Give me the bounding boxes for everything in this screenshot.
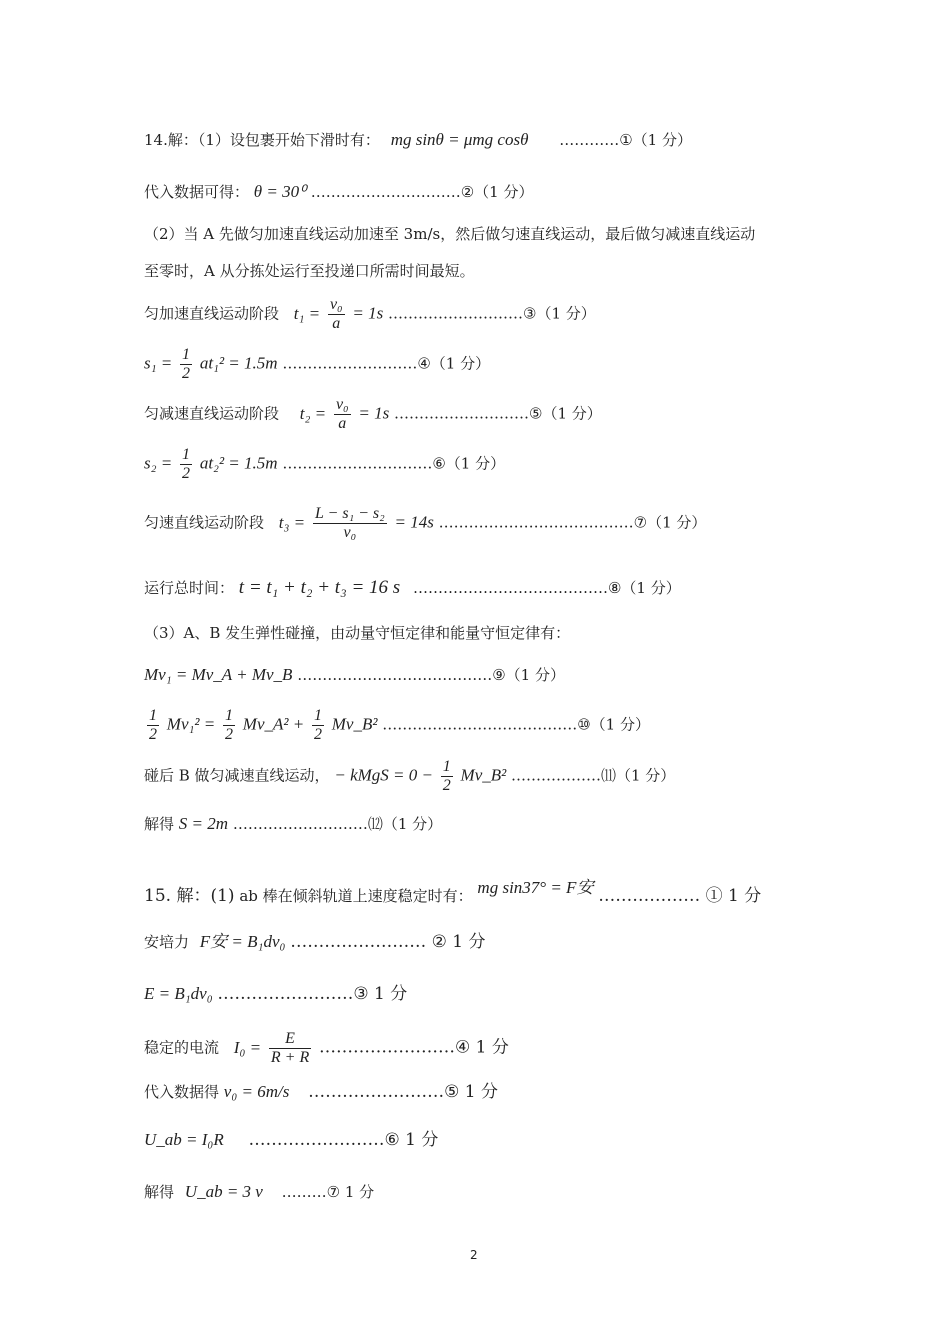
- q14-line-9: [144, 505, 706, 542]
- q14-line-15: [144, 814, 442, 834]
- text: ab 棒在倾斜轨道上速度稳定时有：: [239, 887, 473, 905]
- equation: I₀ =: [233, 1037, 262, 1057]
- equation: mg sinθ = μmg cosθ: [390, 130, 529, 149]
- q14-line-7: [144, 396, 602, 433]
- text: 匀减速直线运动阶段: [144, 404, 280, 423]
- q15-line-7: [144, 1182, 374, 1202]
- q14-line-11: （3）A、B 发生弹性碰撞，由动量守恒定律和能量守恒定律有：: [144, 624, 571, 642]
- q15-line-5: [144, 1082, 498, 1102]
- q14-line-12: [144, 665, 565, 685]
- score-mark: ………………………⑤（1 分）: [394, 404, 602, 423]
- equation: t₃ =: [278, 512, 306, 532]
- equation: Mv_A² +: [242, 714, 305, 734]
- score-mark: ……………… ① 1 分: [598, 886, 762, 906]
- score-mark: ………………………⑿（1 分）: [232, 815, 443, 833]
- text: 解得: [144, 1183, 175, 1201]
- equation: mg sin37° = F安: [477, 878, 594, 897]
- score-mark: …………………………②（1 分）: [310, 183, 534, 201]
- equation: s₂ =: [144, 453, 173, 473]
- equation: S = 2m: [178, 814, 229, 833]
- text: 代入数据可得：: [144, 183, 250, 201]
- equation: U_ab = I₀R: [144, 1130, 224, 1149]
- score-mark: ……………………④ 1 分: [319, 1037, 509, 1058]
- equation: θ = 30⁰: [253, 182, 306, 201]
- q14-line-4: 至零时，A 从分拣处运行至投递口所需时间最短。: [144, 262, 475, 280]
- fraction: $\frac{1}{2}$: [149, 707, 157, 743]
- score-mark: ………………⑾（1 分）: [511, 766, 676, 785]
- equation: = 1s: [358, 403, 390, 423]
- score-mark: ………………………④（1 分）: [282, 354, 491, 373]
- score-mark: …………………… ② 1 分: [290, 932, 486, 952]
- score-mark: …………………………………⑩（1 分）: [382, 715, 650, 734]
- equation: F安 = B₁dv₀: [199, 932, 286, 951]
- equation: t₂ =: [299, 403, 327, 423]
- q14-line-13: [144, 707, 650, 744]
- page-number: 2: [470, 1248, 478, 1262]
- equation: v₀ = 6m/s: [223, 1082, 290, 1101]
- score-mark: …………①（1 分）: [559, 131, 692, 149]
- fraction: $\frac{1}{2}$: [182, 446, 191, 482]
- q15-line-2: [144, 932, 485, 952]
- q15-line-6: [144, 1130, 438, 1150]
- equation: E = B₁dv₀: [144, 984, 213, 1003]
- equation: t₁ =: [293, 303, 321, 323]
- text: 代入数据得: [144, 1083, 220, 1101]
- score-mark: …………………………………⑦（1 分）: [438, 513, 707, 532]
- fraction: $\frac{\text{v₀}}{a}$: [329, 296, 343, 332]
- equation: = 1s: [352, 303, 384, 323]
- score-mark: ……………………⑥ 1 分: [248, 1130, 439, 1150]
- fraction: $\frac{1}{2}$: [182, 346, 191, 382]
- text: 15. 解：(1): [144, 886, 235, 906]
- text: 14.解：（1）设包裹开始下滑时有：: [144, 131, 380, 149]
- score-mark: ………………………③（1 分）: [388, 304, 596, 323]
- text: 安培力: [144, 933, 190, 951]
- q14-line-1: [144, 130, 692, 150]
- q15-line-3: [144, 984, 407, 1004]
- equation: U_ab = 3 v: [184, 1182, 263, 1201]
- text: 匀加速直线运动阶段: [144, 304, 280, 323]
- fraction: $\frac{1}{2}$: [442, 758, 451, 794]
- q14-line-8: [144, 446, 505, 483]
- text: 解得: [144, 815, 175, 833]
- score-mark: …………………………………⑨（1 分）: [297, 666, 565, 684]
- score-mark: ………⑦ 1 分: [281, 1183, 375, 1201]
- score-mark: …………………………⑥（1 分）: [282, 454, 506, 473]
- equation: Mv₁² =: [166, 714, 216, 734]
- equation: t = t₁ + t₂ + t₃ = 16 s: [238, 577, 401, 598]
- equation: Mv₁ = Mv_A + Mv_B: [144, 665, 293, 684]
- fraction: $\frac{\text{L − s₁ − s₂}}{\text{v₀}}$: [314, 505, 385, 541]
- q14-line-14: [144, 758, 675, 795]
- score-mark: …………………………………⑧（1 分）: [412, 579, 681, 597]
- q14-line-10: [144, 578, 681, 598]
- equation: at₁² = 1.5m: [199, 353, 278, 373]
- q14-line-3: （2）当 A 先做匀加速直线运动加速至 3m/s，然后做匀速直线运动，最后做匀减速直线运动: [144, 225, 756, 243]
- score-mark: ……………………⑤ 1 分: [308, 1082, 498, 1102]
- q14-line-5: [144, 296, 596, 333]
- text: 稳定的电流: [144, 1038, 220, 1057]
- q15-line-4: [144, 1030, 509, 1067]
- equation: s₁ =: [144, 353, 173, 373]
- equation: − kMgS = 0 −: [334, 765, 433, 785]
- text: 运行总时间：: [144, 579, 235, 597]
- fraction: $\frac{1}{2}$: [225, 707, 233, 743]
- text: 碰后 B 做匀减速直线运动，: [144, 766, 330, 785]
- equation: Mv_B²: [331, 714, 378, 734]
- score-mark: ……………………③ 1 分: [217, 984, 408, 1004]
- fraction: $\frac{1}{2}$: [313, 707, 322, 743]
- text: 匀速直线运动阶段: [144, 513, 265, 532]
- equation: Mv_B²: [460, 765, 507, 785]
- equation: at₂² = 1.5m: [199, 453, 278, 473]
- fraction: $\frac{\text{v₀}}{a}$: [335, 396, 349, 432]
- fraction: $\frac{E}{R + R}$: [270, 1030, 310, 1066]
- equation: = 14s: [394, 512, 434, 532]
- q15-line-1: [144, 878, 762, 906]
- q14-line-6: [144, 346, 490, 383]
- q14-line-2: [144, 182, 533, 202]
